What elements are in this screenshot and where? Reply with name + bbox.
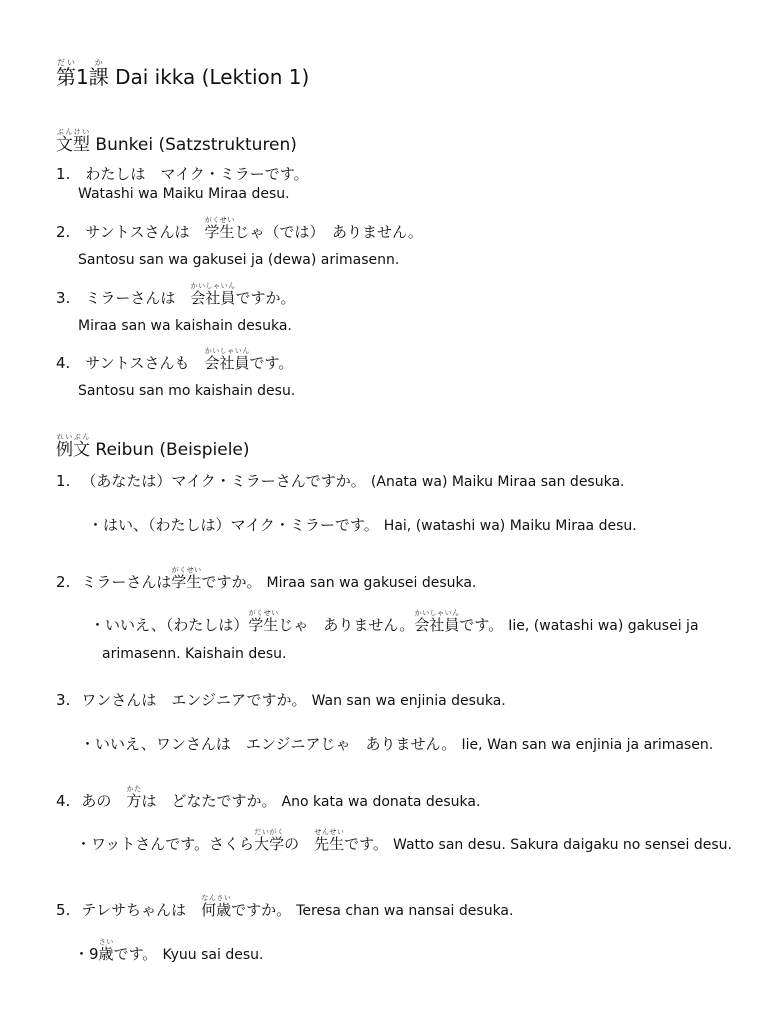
- bunkei-heading: 文型ぶんけい Bunkei (Satzstrukturen): [56, 128, 297, 155]
- bunkei-item-4-romaji: Santosu san mo kaishain desu.: [78, 383, 296, 399]
- title-kanji-dai: 第だい: [56, 58, 76, 89]
- bunkei-item-1-romaji: Watashi wa Maiku Miraa desu.: [78, 186, 290, 202]
- bunkei-item-4: 4. サントスさんも 会社員かいしゃいんです。: [56, 347, 294, 372]
- reibun-item-2-answer-cont: arimasenn. Kaishain desu.: [102, 646, 287, 662]
- reibun-item-1-answer: ・はい、（わたしは）マイク・ミラーです。 Hai, (watashi wa) Maiku Miraa desu.: [88, 516, 637, 534]
- reibun-item-3-answer: ・いいえ、ワンさんは エンジニアじゃ ありません。 Iie, Wan san wa enjinia ja arimasen.: [80, 735, 714, 753]
- page-title: 第だい1課か Dai ikka (Lektion 1): [56, 58, 310, 89]
- reibun-item-4-question: 4. あの 方かたは どなたですか。 Ano kata wa donata desuka.: [56, 785, 481, 810]
- bunkei-item-3-romaji: Miraa san wa kaishain desuka.: [78, 318, 292, 334]
- reibun-item-2-answer: ・いいえ、（わたしは）学生がくせいじゃ ありません。会社員かいしゃいんです。 Iie, (watashi wa) gakusei ja: [90, 609, 699, 634]
- reibun-item-5-question: 5. テレサちゃんは 何歳なんさいですか。 Teresa chan wa nansai desuka.: [56, 894, 514, 919]
- reibun-heading: 例文れいぶん Reibun (Beispiele): [56, 433, 250, 460]
- reibun-item-1-question: 1. （あなたは）マイク・ミラーさんですか。 (Anata wa) Maiku Miraa san desuka.: [56, 472, 625, 490]
- reibun-item-4-answer: ・ワットさんです。さくら大学だいがくの 先生せんせいです。 Watto san desu. Sakura daigaku no sensei desu.: [76, 828, 732, 853]
- title-text: Dai ikka (Lektion 1): [115, 65, 310, 89]
- reibun-item-5-answer: ・9歳さいです。 Kyuu sai desu.: [74, 938, 264, 963]
- reibun-item-2-question: 2. ミラーさんは学生がくせいですか。 Miraa san wa gakusei desuka.: [56, 566, 477, 591]
- reibun-item-3-question: 3. ワンさんは エンジニアですか。 Wan san wa enjinia desuka.: [56, 691, 506, 709]
- bunkei-item-2: 2. サントスさんは 学生がくせいじゃ（では） ありません。: [56, 216, 423, 241]
- bunkei-item-2-romaji: Santosu san wa gakusei ja (dewa) arimasenn.: [78, 252, 400, 268]
- bunkei-item-1: 1. わたしは マイク・ミラーです。: [56, 165, 309, 183]
- title-kanji-ka: 課か: [88, 58, 109, 89]
- bunkei-item-3: 3. ミラーさんは 会社員かいしゃいんですか。: [56, 282, 296, 307]
